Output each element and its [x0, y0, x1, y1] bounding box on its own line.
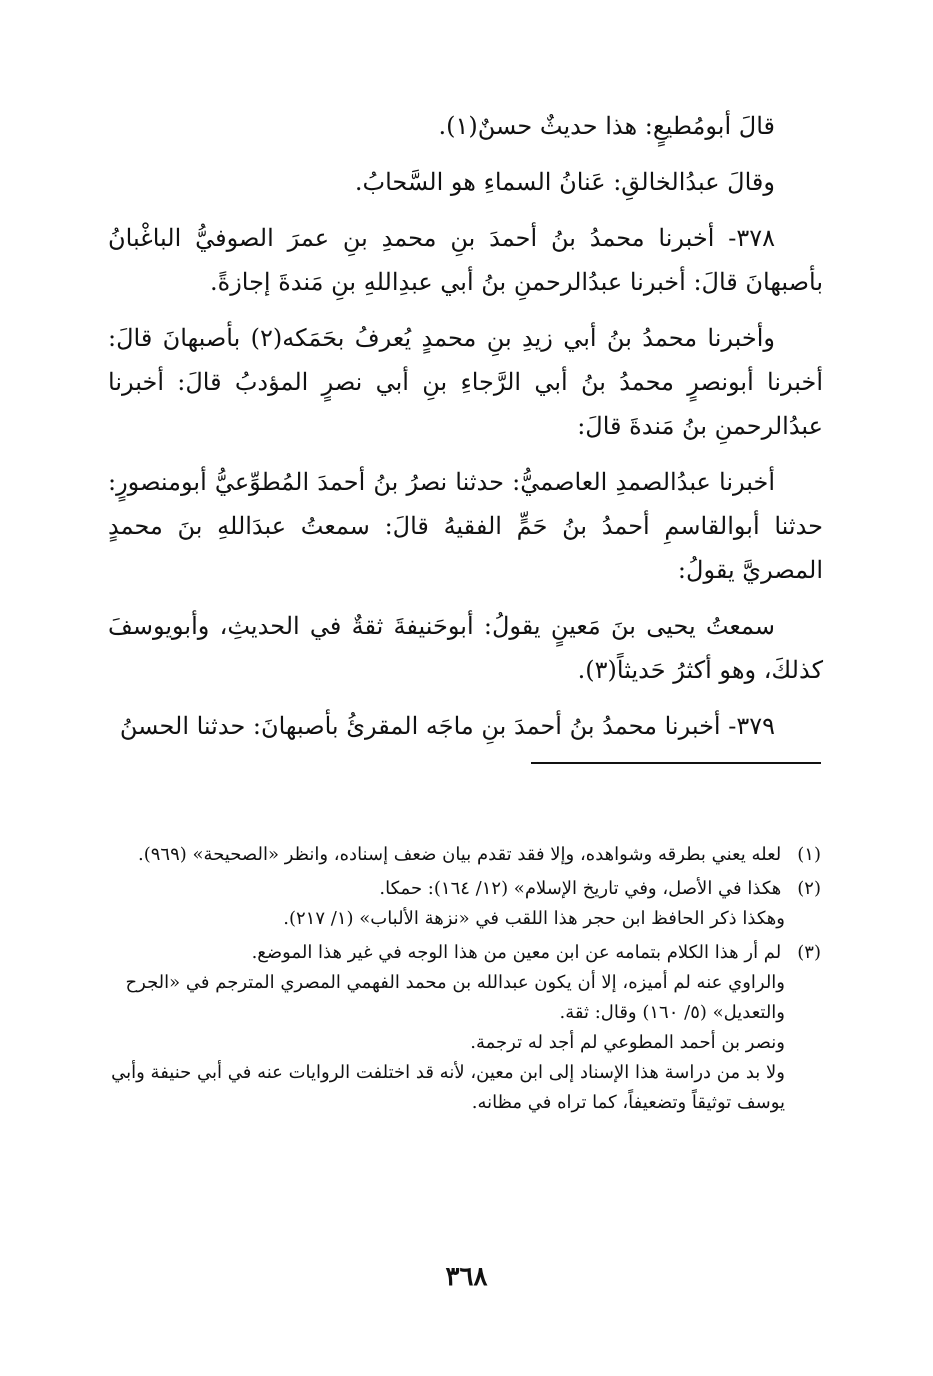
paragraph-abdulkhaliq: وقالَ عبدُالخالقِ: عَنانُ السماءِ هو السَّحابُ.: [354, 168, 775, 196]
footnote-text: لعله يعني بطرقه وشواهده، وإلا فقد تقدم بيان ضعف إسناده، وانظر «الصحيحة» (٩٦٩).: [138, 844, 782, 865]
footnote-number: (٢): [797, 878, 821, 899]
footnote-text: لم أر هذا الكلام بتمامه عن ابن معين من هذا الوجه في غير هذا الموضع.: [251, 942, 782, 963]
footnote-3: [104, 938, 821, 1118]
paragraph-yahya-ibn-maeen: سمعتُ يحيى بنَ مَعينٍ يقولُ: أبوحَنيفةَ ثقةٌ في الحديثِ، وأبويوسفَ كذلكَ، وهو أكثرُ حَديثاً(٣).: [108, 612, 823, 684]
footnote-text: والراوي عنه لم أميزه، إلا أن يكون عبدالله بن محمد الفهمي المصري المترجم في «الجرح والتعديل» (٥/ ١٦٠) وقال: ثقة.: [125, 972, 785, 1023]
paragraph-hadith-378: ٣٧٨- أخبرنا محمدُ بنُ أحمدَ بنِ محمدِ بنِ عمرَ الصوفيُّ الباغْبانُ بأصبهانَ قالَ: أخبرنا عبدُالرحمنِ بنُ أبي عبدِاللهِ بنِ مَندةَ إجازةً.: [108, 224, 823, 296]
footnote-text: ونصر بن أحمد المطوعي لم أجد له ترجمة.: [470, 1032, 785, 1053]
footnote-number: (٣): [797, 942, 821, 963]
footnote-number: (١): [797, 844, 821, 865]
paragraph-chain-asimi: أخبرنا عبدُالصمدِ العاصميُّ: حدثنا نصرُ بنُ أحمدَ المُطوِّعيُّ أبومنصورٍ: حدثنا أبوالقاسمِ أحمدُ بنُ حَمٍّ الفقيهُ قالَ: سمعتُ عبدَاللهِ بنَ محمدٍ المصريَّ يقولُ:: [108, 468, 824, 584]
footnote-2: [104, 874, 821, 934]
paragraph-chain-hamakah: وأخبرنا محمدُ بنُ أبي زيدِ بنِ محمدٍ يُعرفُ بحَمَكه(٢) بأصبهانَ قالَ: أخبرنا أبونصرٍ محمدُ بنُ أبي الرَّجاءِ بنِ أبي نصرٍ المؤدبُ قالَ: أخبرنا عبدُالرحمنِ بنُ مَندةَ قالَ:: [108, 324, 824, 440]
page-number: ٣٦٨: [445, 1262, 488, 1292]
footnote-1: [104, 840, 821, 870]
footnote-divider: [531, 762, 821, 764]
paragraph-hadith-379: ٣٧٩- أخبرنا محمدُ بنُ أحمدَ بنِ ماجَه المقرئُ بأصبهانَ: حدثنا الحسنُ: [119, 712, 775, 740]
footnote-text: ولا بد من دراسة هذا الإسناد إلى ابن معين، لأنه قد اختلفت الروايات عنه في أبي حنيفة وأبي يوسف توثيقاً وتضعيفاً، كما تراه في مظانه.: [111, 1062, 785, 1113]
paragraph-abu-mutee: قالَ أبومُطيعٍ: هذا حديثٌ حسنٌ(١).: [438, 112, 775, 140]
footnote-text: وهكذا ذكر الحافظ ابن حجر هذا اللقب في «نزهة الألباب» (١/ ٢١٧).: [283, 908, 785, 929]
main-text: [108, 104, 823, 760]
footnotes: [104, 840, 821, 1122]
footnote-text: هكذا في الأصل، وفي تاريخ الإسلام» (١٢/ ١٦٤): حمكا.: [379, 878, 782, 899]
